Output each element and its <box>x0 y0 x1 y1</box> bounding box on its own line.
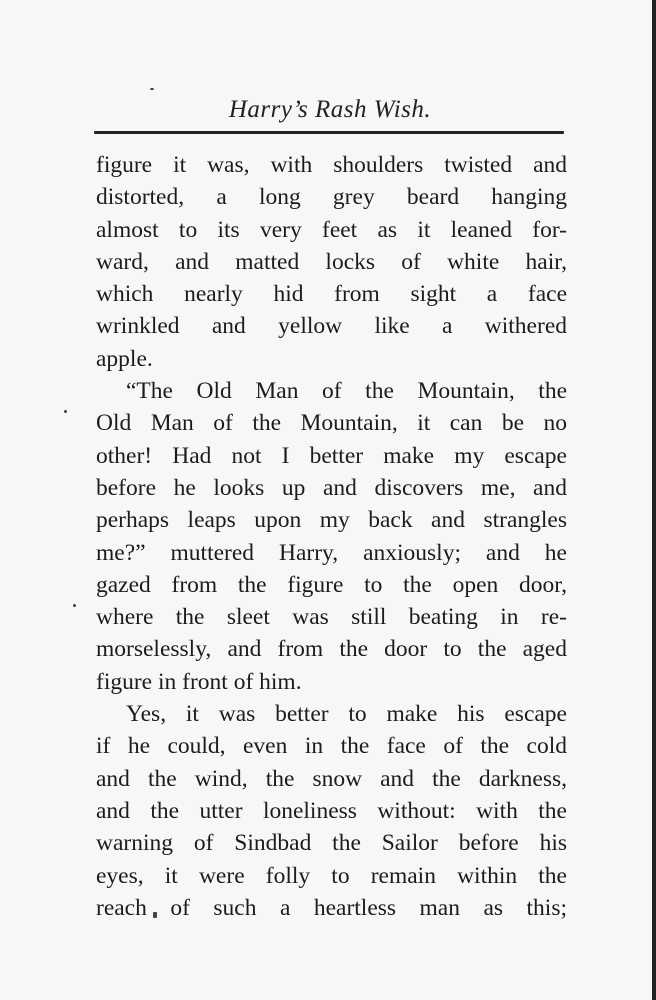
text-line: which nearly hid from sight a face <box>96 281 567 308</box>
text-line: if he could, even in the face of the cold <box>96 733 567 760</box>
text-line: distorted, a long grey beard hanging <box>96 184 567 211</box>
paragraph <box>96 375 567 698</box>
ink-speck <box>150 88 154 90</box>
text-line: Yes, it was better to make his escape <box>126 701 567 728</box>
text-line: warning of Sindbad the Sailor before his <box>96 830 567 857</box>
body-text <box>96 149 567 924</box>
text-line: “The Old Man of the Mountain, the <box>126 378 567 405</box>
text-line: and the wind, the snow and the darkness, <box>96 765 567 792</box>
text-line: other! Had not I better make my escape <box>96 442 567 469</box>
text-line: gazed from the figure to the open door, <box>96 571 567 598</box>
ink-speck <box>64 410 67 413</box>
paragraph <box>96 149 567 375</box>
header-rule <box>94 131 564 134</box>
text-line: perhaps leaps upon my back and strangles <box>96 507 567 534</box>
text-line: before he looks up and discovers me, and <box>96 474 567 501</box>
text-line: almost to its very feet as it leaned for- <box>96 216 567 243</box>
text-line: reach of such a heartless man as this; <box>96 894 567 921</box>
text-line: me?” muttered Harry, anxiously; and he <box>96 539 567 566</box>
text-line: and the utter loneliness without: with the <box>96 797 567 824</box>
text-line: figure in front of him. <box>96 668 302 695</box>
text-line: morselessly, and from the door to the aged <box>96 636 567 663</box>
text-line: ward, and matted locks of white hair, <box>96 248 567 275</box>
text-line: Old Man of the Mountain, it can be no <box>96 410 567 437</box>
text-line: figure it was, with shoulders twisted and <box>96 152 567 178</box>
ink-speck <box>73 604 76 607</box>
running-head: Harry’s Rash Wish. <box>228 96 432 123</box>
text-line: wrinkled and yellow like a withered <box>96 313 567 340</box>
paragraph <box>96 698 567 924</box>
text-line: eyes, it were folly to remain within the <box>96 862 567 889</box>
text-line: apple. <box>96 345 153 372</box>
page-edge-shadow <box>652 0 656 1000</box>
text-line: where the sleet was still beating in re- <box>96 604 567 631</box>
